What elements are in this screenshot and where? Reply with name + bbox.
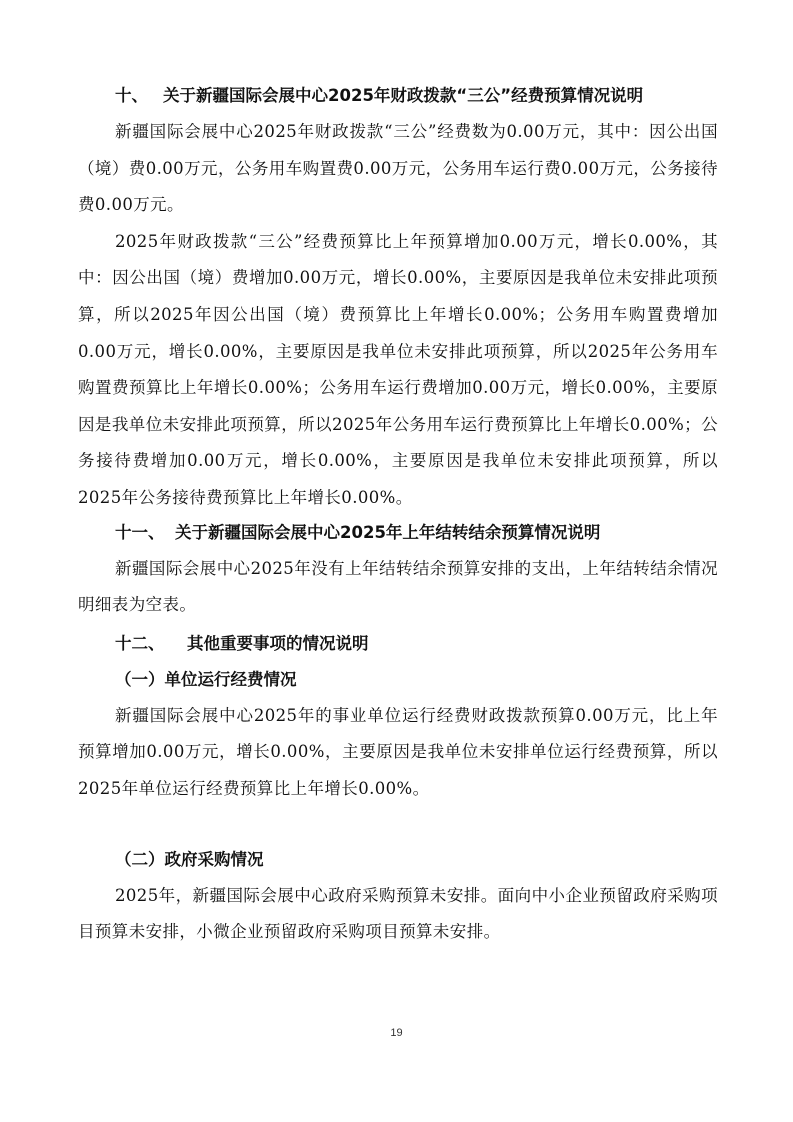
subsection-title: （二）政府采购情况	[115, 849, 264, 869]
paragraph: 2025年财政拨款“三公”经费预算比上年预算增加0.00万元，增长0.00%，其中：因公出国（境）费增加0.00万元，增长0.00%，主要原因是我单位未安排此项预算，所以2025年因公出国（境）费预算比上年增长0.00%；公务用车购置费增加0.00万元，增长0.00%，主要原因是我单位未安排此项预算，所以2025年公务用车购置费预算比上年增长0.00%；公务用车运行费增加0.00万元，增长0.00%，主要原因是我单位未安排此项预算，所以2025年公务用车运行费预算比上年增长0.00%；公务接待费增加0.00万元，增长0.00%，主要原因是我单位未安排此项预算，所以2025年公务接待费预算比上年增长0.00%。	[78, 231, 718, 507]
paragraph: 2025年，新疆国际会展中心政府采购预算未安排。面向中小企业预留政府采购项目预算未安排，小微企业预留政府采购项目预算未安排。	[78, 885, 718, 942]
page-number: 19	[390, 1027, 403, 1039]
paragraph: 新疆国际会展中心2025年财政拨款“三公”经费数为0.00万元，其中：因公出国（境）费0.00万元，公务用车购置费0.00万元，公务用车运行费0.00万元，公务接待费0.00万元。	[78, 122, 718, 215]
section-heading-10	[78, 82, 718, 110]
section-title: 关于新疆国际会展中心2025年上年结转结余预算情况说明	[175, 522, 601, 542]
subsection-heading-1	[78, 666, 718, 694]
section-title: 其他重要事项的情况说明	[187, 633, 369, 653]
document-page	[78, 82, 718, 951]
section-heading-11	[78, 519, 718, 547]
section-number: 十、	[115, 86, 148, 105]
paragraph: 新疆国际会展中心2025年没有上年结转结余预算安排的支出，上年结转结余情况明细表为空表。	[78, 558, 718, 615]
section-title: 关于新疆国际会展中心2025年财政拨款“三公”经费预算情况说明	[163, 86, 644, 105]
section-heading-12	[78, 630, 718, 658]
section-number: 十二、	[115, 633, 165, 653]
section-number: 十一、	[115, 522, 165, 542]
subsection-heading-2	[78, 846, 718, 874]
subsection-title: （一）单位运行经费情况	[115, 669, 297, 689]
paragraph: 新疆国际会展中心2025年的事业单位运行经费财政拨款预算0.00万元，比上年预算增加0.00万元，增长0.00%，主要原因是我单位未安排单位运行经费预算，所以2025年单位运行经费预算比上年增长0.00%。	[78, 705, 718, 798]
